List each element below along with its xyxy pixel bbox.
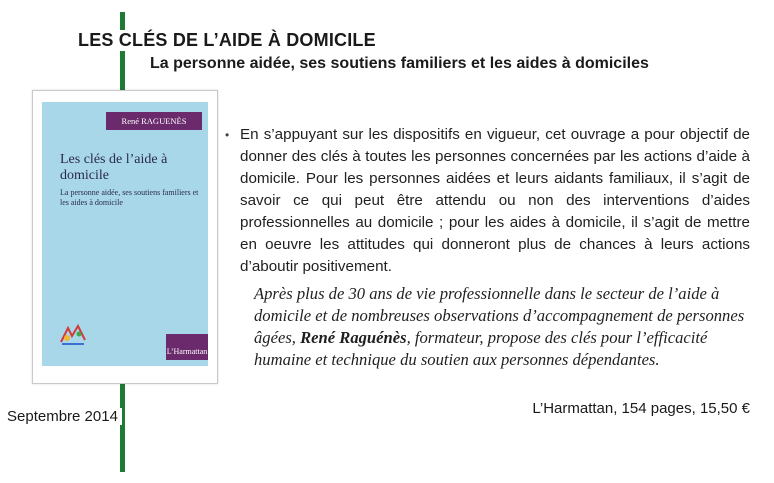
author-bio-intro: Après plus de 30 ans de vie professionnelle dans le secteur de l’aide à domicile et de nombreuses observations d’accompagnement de personnes âgées, xyxy=(254,284,745,347)
collection-logo-icon xyxy=(58,322,88,348)
author-name: René Raguénès xyxy=(300,328,407,347)
bullet-marker: • xyxy=(225,128,230,142)
page-title: LES CLÉS DE L’AIDE À DOMICILE xyxy=(78,30,380,51)
book-description: En s’appuyant sur les dispositifs en vigueur, cet ouvrage a pour objectif de donner des clés à toutes les personnes concernées par les actions d’aide à domicile. Pour les personnes aidées et leurs aidants familiaux, il s’agit de savoir ce qui peut être attendu ou non des interventions d’aides professionnelles au domicile ; pour les aides à domicile, il s’agit de mettre en oeuvre les attitudes qui donneront plus de chances à leurs actions d’aboutir positivement. xyxy=(240,126,750,275)
book-author: René RAGUENÈS xyxy=(106,112,202,130)
book-title: Les clés de l’aide à domicile xyxy=(60,152,168,183)
page-subtitle: La personne aidée, ses soutiens familiers et les aides à domiciles xyxy=(150,55,649,72)
publication-date: Septembre 2014 xyxy=(7,408,122,425)
author-bio-outro: , formateur, propose des clés pour l’efficacité humaine et technique du soutien aux personnes dépendantes. xyxy=(254,328,708,369)
book-cover xyxy=(32,90,218,384)
book-subtitle: La personne aidée, ses soutiens familiers et les aides à domicile xyxy=(60,188,199,207)
publication-info: L’Harmattan, 154 pages, 15,50 € xyxy=(532,400,750,417)
book-publisher: L’Harmattan xyxy=(166,334,208,360)
author-bio xyxy=(254,283,750,371)
book-cover-face xyxy=(42,102,208,366)
